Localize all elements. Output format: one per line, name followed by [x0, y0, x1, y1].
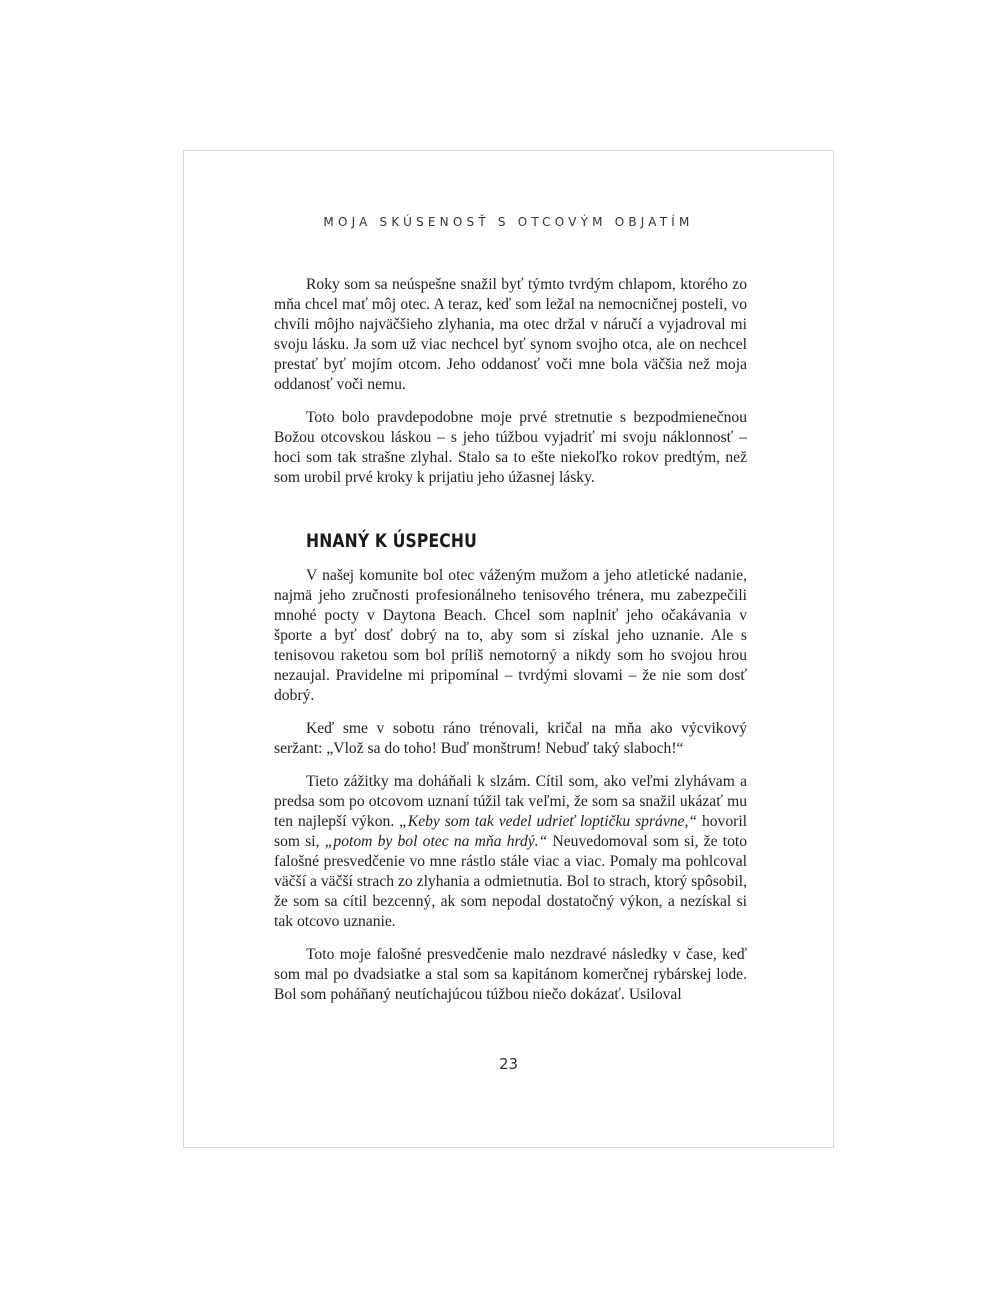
page-number: 23	[498, 1055, 519, 1073]
paragraph: Toto moje falošné presvedčenie malo nezdravé následky v čase, keď som mal po dvadsiatke a stal som sa kapitánom komerčnej rybárskej lode. Bol som poháňaný neutíchajúcou túžbou niečo dokázať. Usiloval	[274, 946, 747, 1003]
paragraph: V našej komunite bol otec váženým mužom a jeho atletické nadanie, najmä jeho zručnosti profesionálneho tenisového trénera, mu zabezpečili mnohé pocty v Daytona Beach. Chcel som naplniť jeho očakávania v športe a byť dosť dobrý na to, aby som si získal jeho uznanie. Ale s tenisovou raketou som bol príliš nemotorný a nikdy som ho svojou hrou nezaujal. Pravidelne mi pripomínal – tvrdými slovami – že nie som dosť dobrý.	[274, 567, 747, 704]
italic-quote: „potom by bol otec na mňa hrdý.“	[324, 833, 548, 850]
text-run: Neuvedomoval som si, že toto falošné presvedčenie vo mne rástlo stále viac a viac. Pomaly ma pohlcoval väčší a väčší strach zo zlyhania a odmietnutia. Bol to strach, ktorý spôsobil, že som sa cítil bezcenný, ak som nepodal dostatočný výkon, a nezískal si tak otcovo uznanie.	[274, 833, 747, 930]
section-heading: HNANÝ K ÚSPECHU	[306, 530, 477, 552]
paragraph-with-quotes	[274, 772, 747, 932]
italic-quote: „Keby som tak vedel udrieť loptičku správne,“	[399, 813, 698, 830]
book-page	[183, 150, 834, 1148]
text-run: Tieto zážitky ma doháňali k slzám. Cítil som, ako veľmi zlyhávam a predsa som po otcovom uznaní túžil tak veľmi, že som sa snažil ukázať mu ten najlepší výkon.	[274, 773, 747, 830]
paragraph: Roky som sa neúspešne snažil byť týmto tvrdým chlapom, ktorého zo mňa chcel mať môj otec. A teraz, keď som ležal na nemocničnej posteli, vo chvíli môjho najväčšieho zlyhania, ma otec držal v náručí a vyjadroval mi svoju lásku. Ja som už viac nechcel byť synom svojho otca, ale on nechcel prestať byť mojím otcom. Jeho oddanosť voči mne bola väčšia než moja oddanosť voči nemu.	[274, 276, 747, 393]
text-run: hovoril som si,	[274, 813, 747, 850]
running-head: MOJA SKÚSENOSŤ S OTCOVÝM OBJATÍM	[323, 215, 694, 229]
paragraph: Toto bolo pravdepodobne moje prvé stretnutie s bezpodmienečnou Božou otcovskou láskou – s jeho túžbou vyjadriť mi svoju náklonnosť – hoci som tak strašne zlyhal. Stalo sa to ešte niekoľko rokov predtým, než som urobil prvé kroky k prijatiu jeho úžasnej lásky.	[274, 409, 747, 486]
body-text	[274, 275, 747, 1018]
paragraph: Keď sme v sobotu ráno trénovali, kričal na mňa ako výcvikový seržant: „Vlož sa do toho! Buď monštrum! Nebuď taký slaboch!“	[274, 720, 747, 757]
